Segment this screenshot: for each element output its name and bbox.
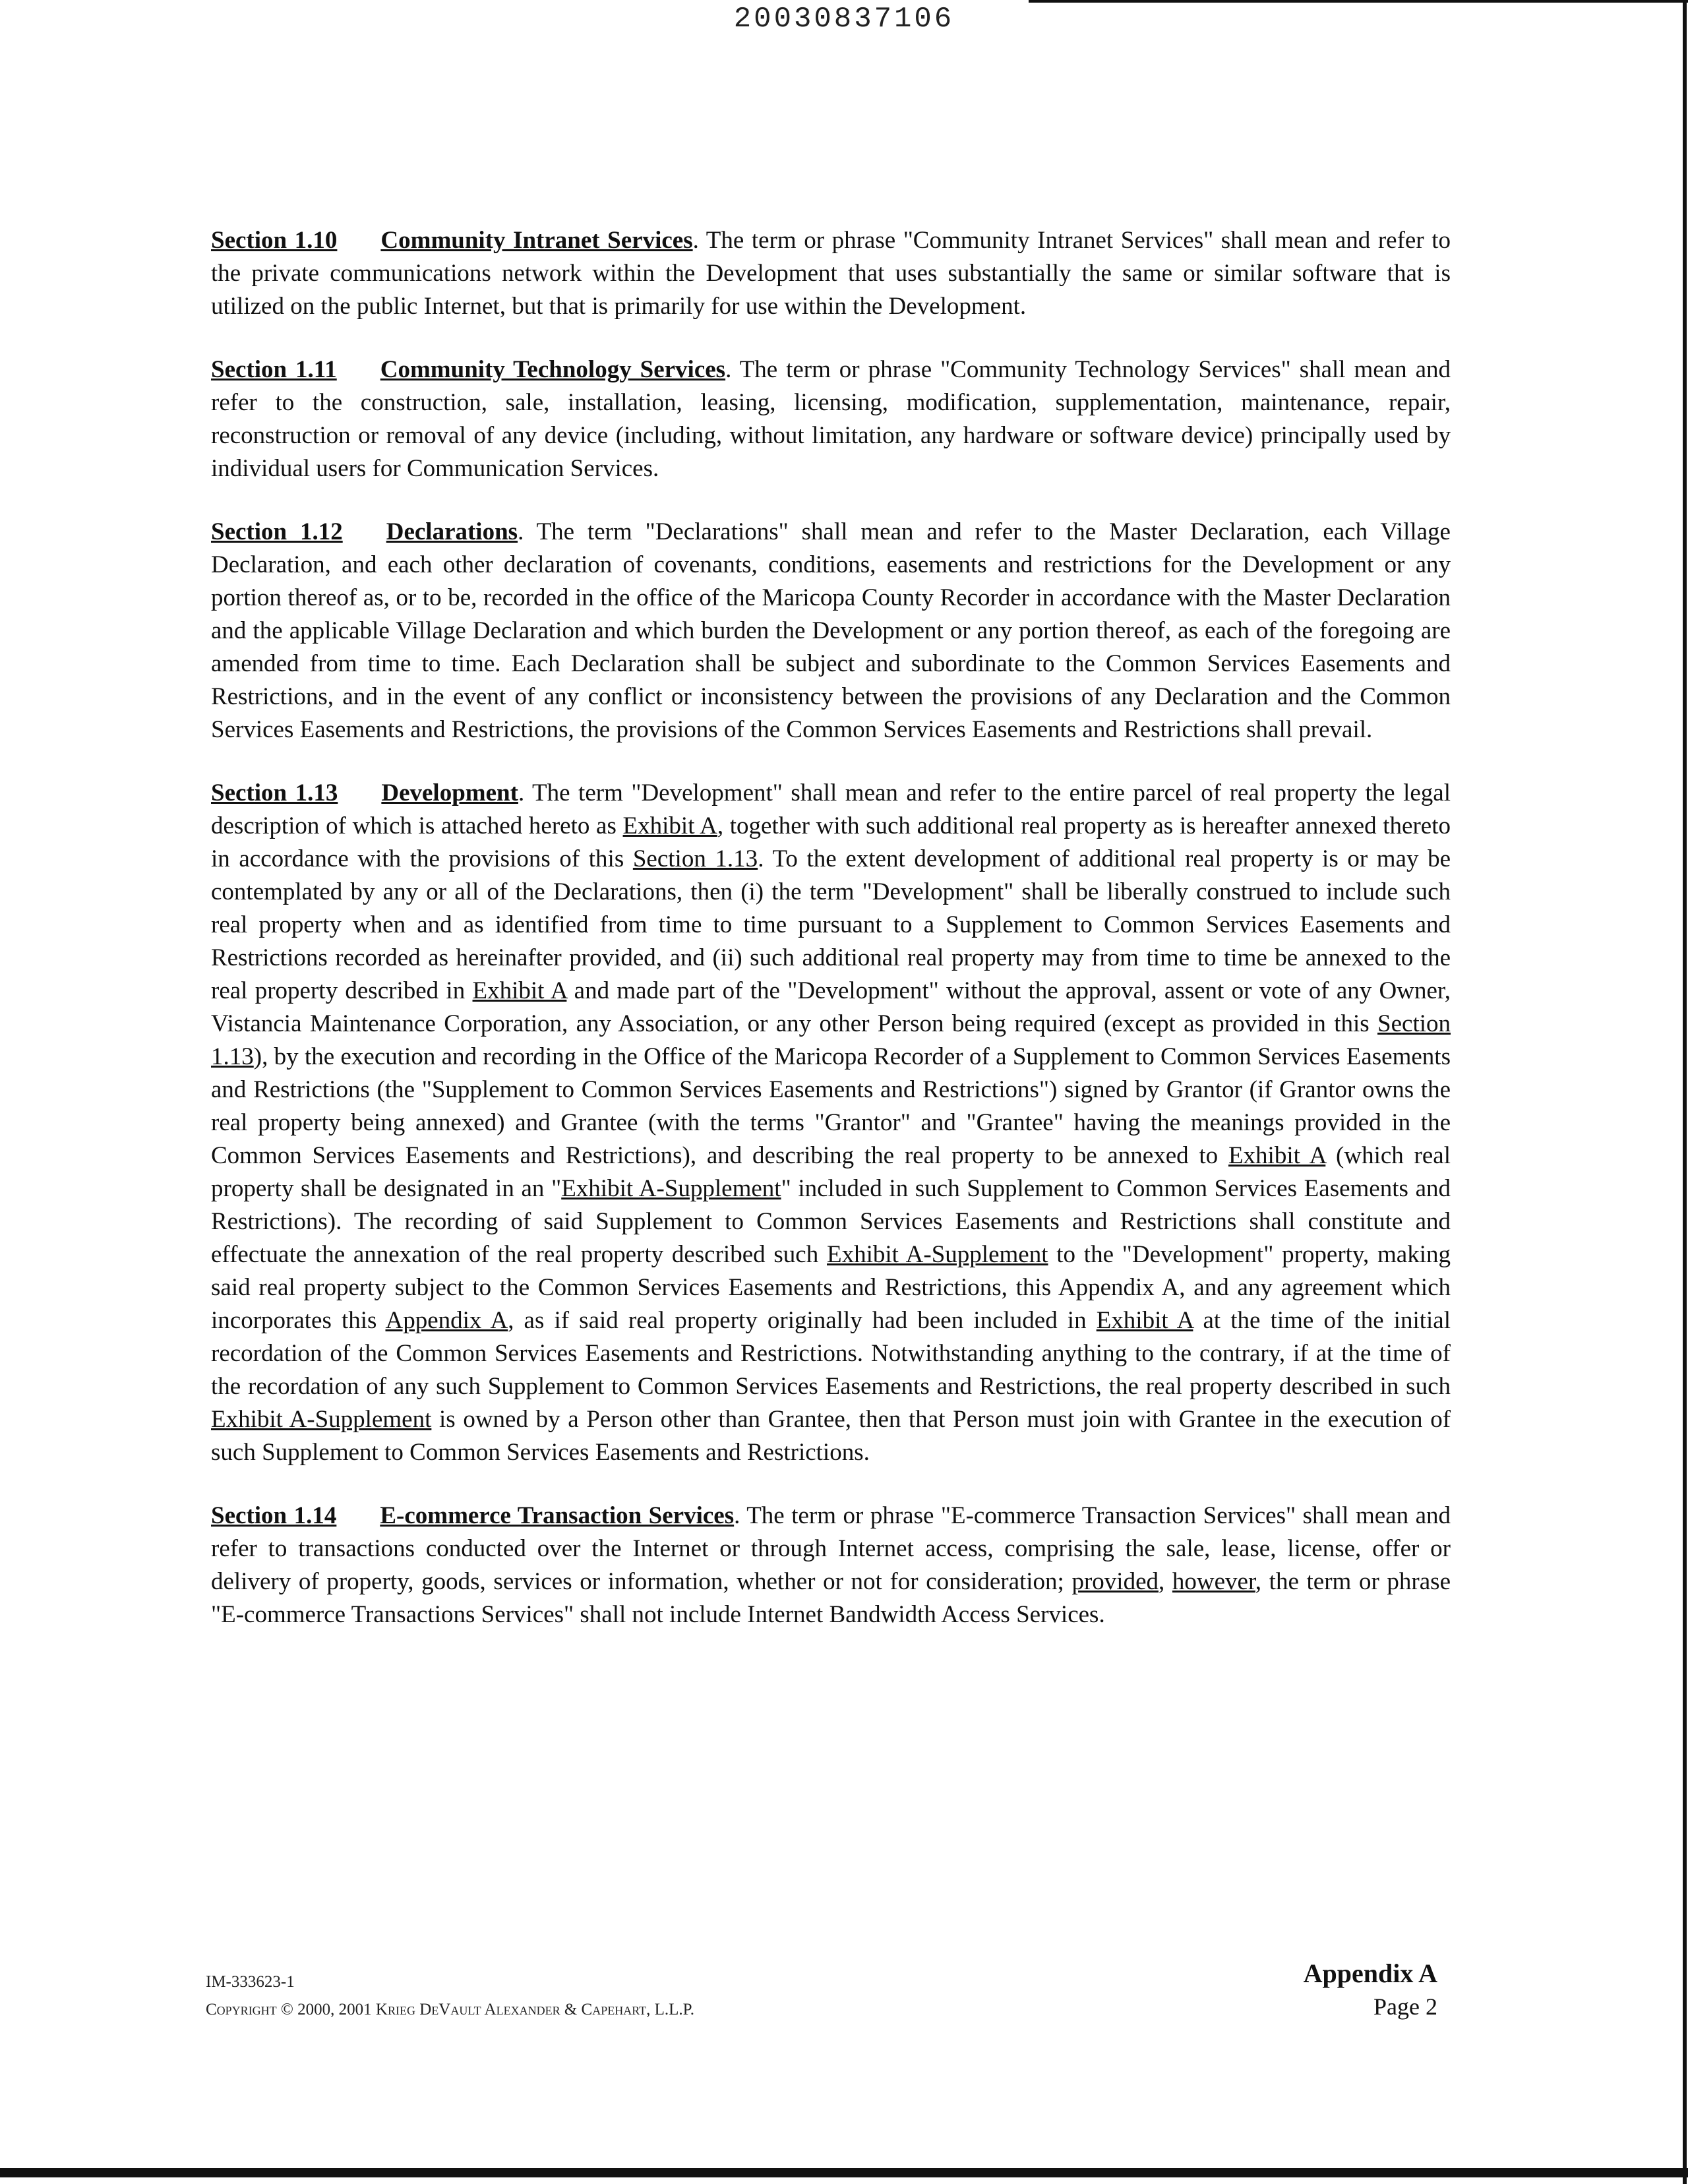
section-title: Declarations: [386, 518, 518, 545]
exhibit-a-reference: Exhibit A: [1096, 1307, 1193, 1334]
section-reference: Section 1.13: [632, 845, 758, 872]
footer-right: [1253, 1957, 1437, 2023]
section-text: , together with such additional real property as is hereafter annexed thereto in accordance with the provisions of this: [211, 812, 1451, 872]
section-text: to the "Development" property, making said real property subject to the Common Services Easements and Restrictions, this Appendix A, and any agreement which incorporates this: [211, 1241, 1451, 1334]
section-1-14: [211, 1500, 1451, 1631]
document-id: IM-333623-1: [206, 1973, 295, 1991]
section-text: and made part of the "Development" without the approval, assent or vote of any Owner, Vistancia Maintenance Corporation, any Association, or any other Person being required (except as provided in this: [211, 977, 1451, 1037]
exhibit-supplement-reference: Exhibit A-Supplement: [211, 1406, 432, 1433]
document-body: [211, 224, 1451, 1662]
section-title: Community Technology Services: [380, 356, 726, 383]
exhibit-a-reference: Exhibit A: [472, 977, 567, 1004]
section-1-12: [211, 516, 1451, 746]
page-number: Page 2: [1373, 1993, 1437, 2020]
section-text: . The term or phrase "Community Technology Services" shall mean and refer to the construction, sale, installation, leasing, licensing, modification, supplementation, maintenance, repair, reconstruction or removal of any device (including, without limitation, any hardware or software device) principally used by individual users for Communication Services.: [211, 356, 1451, 482]
recording-number: 20030837106: [733, 3, 955, 36]
section-text: . To the extent development of additional real property is or may be contemplated by any or all of the Declarations, then (i) the term "Development" shall be liberally construed to include such real property when and as identified from time to time pursuant to a Supplement to Common Services Easements and Restrictions recorded as hereinafter provided, and (ii) such additional real property may from time to time be annexed to the real property described in: [211, 845, 1451, 1004]
section-text: , as if said real property originally had been included in: [508, 1307, 1097, 1334]
section-text: . The term or phrase "Community Intranet Services" shall mean and refer to the private communications network within the Development that uses substantially the same or similar software that is utilized on the public Internet, but that is primarily for use within the Development.: [211, 227, 1451, 320]
exhibit-a-reference: Exhibit A: [1228, 1142, 1326, 1169]
appendix-label: Appendix A: [1303, 1958, 1437, 1988]
section-title: Development: [381, 779, 518, 806]
section-text: ,: [1159, 1568, 1172, 1595]
section-text: at the time of the initial recordation of the Common Services Easements and Restrictions. Notwithstanding anything to the contrary, if at the time of the recordation of any such Supplement to Common Services Easements and Restrictions, the real property described in such: [211, 1307, 1451, 1400]
section-text: , the term or phrase "E-commerce Transactions Services" shall not include Internet Bandwidth Access Services.: [211, 1568, 1451, 1628]
exhibit-supplement-reference: Exhibit A-Supplement: [561, 1175, 781, 1202]
section-text: . The term "Declarations" shall mean and refer to the Master Declaration, each Village Declaration, and each other declaration of covenants, conditions, easements and restrictions for the Development or any portion thereof as, or to be, recorded in the office of the Maricopa County Recorder in accordance with the Master Declaration and the applicable Village Declaration and which burden the Development or any portion thereof, as each of the foregoing are amended from time to time. Each Declaration shall be subject and subordinate to the Common Services Easements and Restrictions, and in the event of any conflict or inconsistency between the provisions of any Declaration and the Common Services Easements and Restrictions, the provisions of the Common Services Easements and Restrictions shall prevail.: [211, 518, 1451, 743]
exhibit-a-reference: Exhibit A: [622, 812, 717, 839]
footer-left: [206, 1968, 694, 2024]
section-number: Section 1.12: [211, 518, 343, 545]
section-text: (which real property shall be designated in an ": [211, 1142, 1451, 1202]
copyright-notice: Copyright © 2000, 2001 Krieg DeVault Alexander & Capehart, L.L.P.: [206, 2001, 695, 2018]
section-text: ), by the execution and recording in the Office of the Maricopa Recorder of a Supplement to Common Services Easements and Restrictions (the "Supplement to Common Services Easements and Restrictions") signed by Grantor (if Grantor owns the real property being annexed) and Grantee (with the terms "Grantor" and "Grantee" having the meanings provided in the Common Services Easements and Restrictions), and describing the real property to be annexed to: [211, 1043, 1451, 1169]
section-reference: Section 1.13: [211, 1010, 1451, 1070]
section-number: Section 1.11: [211, 356, 337, 383]
bottom-edge-rule: [0, 2168, 1688, 2177]
appendix-reference: Appendix A: [385, 1307, 508, 1334]
section-1-11: [211, 353, 1451, 485]
section-text: . The term or phrase "E-commerce Transaction Services" shall mean and refer to transactions conducted over the Internet or through Internet access, comprising the sale, lease, license, offer or delivery of property, goods, services or information, whether or not for consideration;: [211, 1502, 1451, 1595]
section-text: " included in such Supplement to Common Services Easements and Restrictions). The recording of said Supplement to Common Services Easements and Restrictions shall constitute and effectuate the annexation of the real property described such: [211, 1175, 1451, 1268]
section-1-10: [211, 224, 1451, 323]
right-edge-rule: [1683, 0, 1687, 2184]
section-text: . The term "Development" shall mean and refer to the entire parcel of real property the legal description of which is attached hereto as: [211, 779, 1451, 839]
section-1-13: [211, 777, 1451, 1469]
section-number: Section 1.13: [211, 779, 338, 806]
exhibit-supplement-reference: Exhibit A-Supplement: [827, 1241, 1048, 1268]
proviso-term: however: [1172, 1568, 1255, 1595]
section-text: is owned by a Person other than Grantee, then that Person must join with Grantee in the execution of such Supplement to Common Services Easements and Restrictions.: [211, 1406, 1451, 1466]
section-title: Community Intranet Services: [380, 227, 693, 254]
section-title: E-commerce Transaction Services: [380, 1502, 735, 1529]
proviso-term: provided: [1071, 1568, 1159, 1595]
section-number: Section 1.14: [211, 1502, 337, 1529]
section-number: Section 1.10: [211, 227, 338, 254]
